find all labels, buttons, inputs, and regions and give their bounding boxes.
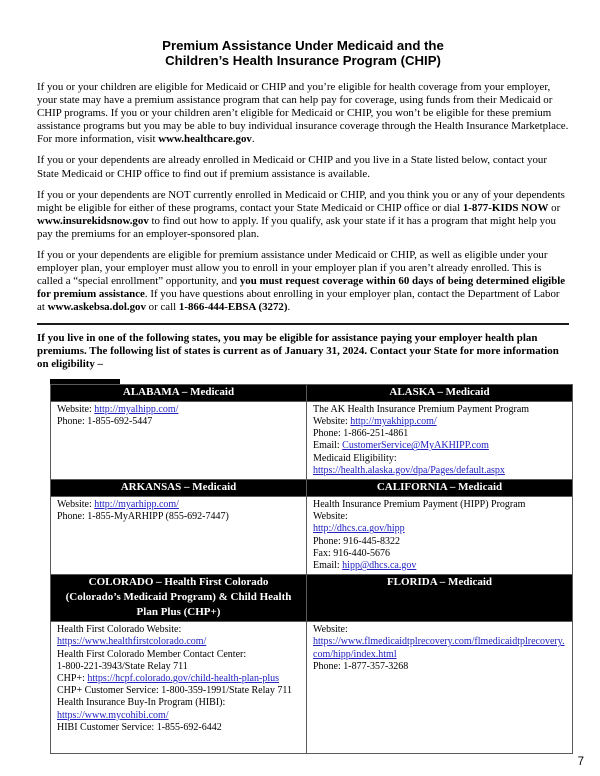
state-header-line: (Colorado’s Medicaid Program) & Child Health xyxy=(65,591,292,604)
text-segment: . xyxy=(251,133,255,146)
text-segment: Phone: 1-855-MyARHIPP (855-692-7447) xyxy=(57,511,229,523)
states-table xyxy=(50,384,573,754)
text-segment: Website: xyxy=(57,499,95,510)
link[interactable]: https://hcpf.colorado.gov/child-health-plan-plus xyxy=(87,673,279,685)
info-line xyxy=(57,511,300,523)
text-segment: Medicaid Eligibility: xyxy=(313,452,397,464)
info-line xyxy=(57,636,300,648)
info-line xyxy=(313,661,566,673)
link[interactable]: https://www.flmedicaidtplrecovery.com/flmedicaidtplrecovery.com/hipp/index.html xyxy=(313,636,565,660)
link[interactable]: http://myalhipp.com/ xyxy=(94,403,179,415)
text-segment: HIBI Customer Service: 1-855-692-6442 xyxy=(57,721,222,733)
intro-paragraphs xyxy=(37,81,569,315)
info-line xyxy=(313,548,566,560)
info-line xyxy=(313,465,566,477)
text-segment: 1-866-444-EBSA (3272) xyxy=(178,301,288,314)
text-segment: Website: xyxy=(313,511,348,523)
info-line xyxy=(313,624,566,636)
state-header-row xyxy=(51,575,573,622)
info-line xyxy=(313,523,566,535)
info-line xyxy=(57,649,300,661)
state-header-line: ALASKA – Medicaid xyxy=(389,385,490,398)
paragraph-3 xyxy=(37,189,569,241)
text-segment: If you or your dependents are eligible for premium assistance under Medicaid or CHIP, as well as eligible under your employer plan, your employer must allow you to enroll in your employer plan if you aren’t already enrolled. This is called a “special enrollment” opportunity, and xyxy=(37,249,548,288)
link[interactable]: http://myarhipp.com/ xyxy=(94,499,179,510)
state-header-line: COLORADO – Health First Colorado xyxy=(88,576,269,589)
text-segment: www.healthcare.gov xyxy=(158,133,252,146)
link[interactable]: http://dhcs.ca.gov/hipp xyxy=(313,523,405,535)
info-line xyxy=(313,416,566,428)
section-divider xyxy=(37,323,569,325)
info-line xyxy=(57,404,300,416)
state-header xyxy=(51,480,307,497)
text-segment: If you or your dependents are already enrolled in Medicaid or CHIP and you live in a State listed below, contact your State Medicaid or CHIP office to find out if premium assistance is available. xyxy=(37,154,547,180)
text-segment: Website: xyxy=(313,415,351,427)
state-info-cell xyxy=(307,497,573,575)
info-line xyxy=(57,661,300,673)
states-table-area xyxy=(50,379,572,754)
info-line xyxy=(313,560,566,572)
state-header-line: CALIFORNIA – Medicaid xyxy=(376,481,503,493)
text-segment: The AK Health Insurance Premium Payment Program xyxy=(313,403,530,415)
state-header-row xyxy=(51,480,573,497)
info-line xyxy=(57,499,300,511)
state-body-row xyxy=(51,622,573,754)
text-segment: Website: xyxy=(57,403,95,415)
text-segment: CHP+ Customer Service: 1-800-359-1991/State Relay 711 xyxy=(57,685,292,697)
text-segment: www.insurekidsnow.gov xyxy=(37,214,149,227)
info-line xyxy=(313,511,566,523)
paragraph-2 xyxy=(37,154,569,180)
text-segment: to find out how to apply. If you qualify, ask your state if it has a program that might help you pay the premiums for an employer-sponsored plan. xyxy=(37,214,556,240)
info-line xyxy=(57,416,300,428)
info-line xyxy=(313,440,566,452)
link[interactable]: http://myakhipp.com/ xyxy=(350,415,437,427)
info-line xyxy=(57,685,300,697)
link[interactable]: https://www.healthfirstcolorado.com/ xyxy=(57,636,207,648)
link[interactable]: CustomerService@MyAKHIPP.com xyxy=(342,440,489,452)
page-title-line-2: Children’s Health Insurance Program (CHIP) xyxy=(165,53,441,68)
text-segment: CHP+: xyxy=(57,673,88,685)
text-segment: www.askebsa.dol.gov xyxy=(47,301,146,314)
link[interactable]: hipp@dhcs.ca.gov xyxy=(342,560,417,572)
info-line xyxy=(57,697,300,709)
state-info-cell xyxy=(307,401,573,479)
text-segment: 1-800-221-3943/State Relay 711 xyxy=(57,660,188,672)
text-segment: Website: xyxy=(313,624,348,636)
state-info-cell xyxy=(51,497,307,575)
text-segment: Phone: 1-855-692-5447 xyxy=(57,415,153,427)
text-segment: Email: xyxy=(313,560,343,572)
states-intro-paragraph xyxy=(37,332,569,371)
state-info-cell xyxy=(307,622,573,754)
text-segment: Health Insurance Premium Payment (HIPP) Program xyxy=(313,499,526,510)
info-line xyxy=(313,536,566,548)
text-segment: If you or your children are eligible for Medicaid or CHIP and you’re eligible for health coverage from your employer, your state may have a premium assistance program that can help pay for coverage, using funds from their Medicaid or CHIP programs. If you or your children aren’t eligible for Medicaid or CHIP, you won’t be eligible for these premium assistance programs but you may be able to buy individual insurance coverage through the Health Insurance Marketplace. For more information, visit xyxy=(37,81,569,146)
text-segment: you must request coverage within 60 days of being determined eligible for premium assistance xyxy=(37,275,566,301)
text-segment: or call xyxy=(145,301,179,314)
state-header-line: ARKANSAS – Medicaid xyxy=(120,481,237,493)
state-body-row xyxy=(51,401,573,479)
state-info-cell xyxy=(51,401,307,479)
text-segment: Phone: 916-445-8322 xyxy=(313,535,400,547)
paragraph-1 xyxy=(37,81,569,146)
state-header xyxy=(307,480,573,497)
info-line xyxy=(313,428,566,440)
text-segment: If you live in one of the following states, you may be eligible for assistance paying your employer health plan premiums. The following list of states is current as of January 31, 2024. Contact your State for more information on eligibility – xyxy=(37,331,559,370)
text-segment: or xyxy=(548,201,561,214)
info-line xyxy=(313,404,566,416)
text-segment: Health First Colorado Member Contact Center: xyxy=(57,648,247,660)
state-info-cell xyxy=(51,622,307,754)
state-header xyxy=(51,384,307,401)
state-header-line: FLORIDA – Medicaid xyxy=(386,576,493,589)
text-segment: Email: xyxy=(313,440,343,452)
paragraph-4 xyxy=(37,249,569,314)
state-header xyxy=(51,575,307,622)
text-segment: Phone: 1-866-251-4861 xyxy=(313,428,409,440)
text-segment: Health First Colorado Website: xyxy=(57,624,182,636)
text-segment: Phone: 1-877-357-3268 xyxy=(313,660,409,672)
state-header-line: ALABAMA – Medicaid xyxy=(122,385,235,398)
text-segment: If you or your dependents are NOT currently enrolled in Medicaid or CHIP, and you think you or any of your dependents might be eligible for either of these programs, contact your State Medicaid or CHIP office or dial xyxy=(37,188,565,214)
page-title-line-1: Premium Assistance Under Medicaid and the xyxy=(162,38,444,53)
info-line xyxy=(57,722,300,734)
state-header xyxy=(307,575,573,622)
link[interactable]: https://health.alaska.gov/dpa/Pages/default.aspx xyxy=(313,464,505,476)
state-header-line: Plan Plus (CHP+) xyxy=(136,606,221,619)
state-body-row xyxy=(51,497,573,575)
state-header-row xyxy=(51,384,573,401)
text-segment: 1-877-KIDS NOW xyxy=(462,201,549,214)
text-segment: Fax: 916-440-5676 xyxy=(313,547,390,559)
info-line xyxy=(313,636,566,660)
state-header xyxy=(307,384,573,401)
page-title xyxy=(37,38,569,68)
text-segment: . If you have questions about enrolling in your employer plan, contact the Department of Labor at xyxy=(37,288,560,314)
info-line xyxy=(313,453,566,465)
text-segment: Health Insurance Buy-In Program (HIBI): xyxy=(57,697,226,709)
info-line xyxy=(313,499,566,511)
info-line xyxy=(57,624,300,636)
text-segment: . xyxy=(287,301,291,314)
link[interactable]: https://www.mycohibi.com/ xyxy=(57,709,169,721)
info-line xyxy=(57,710,300,722)
info-line xyxy=(57,673,300,685)
page-number: 7 xyxy=(577,756,584,768)
